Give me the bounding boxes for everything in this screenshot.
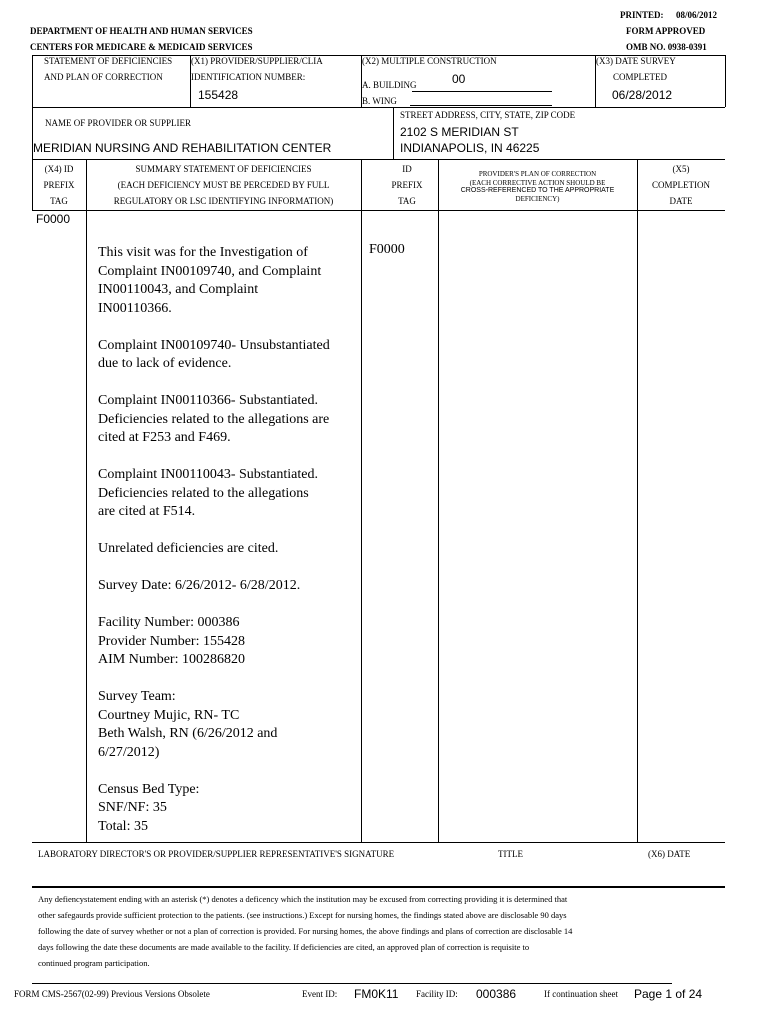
- summary-line: Complaint IN00110043- Substantiated.: [98, 467, 318, 482]
- address-label: STREET ADDRESS, CITY, STATE, ZIP CODE: [400, 110, 576, 120]
- summary-line: SNF/NF: 35: [98, 800, 167, 815]
- disclaimer-line: following the date of survey whether or not a plan of correction is provided. For nursing homes, the above findings and plans of correction are disclosable 14: [38, 926, 573, 936]
- disclaimer-line: days following the date these documents are made available to the facility. If deficiencies are cited, an approved plan of correction is requisite to: [38, 942, 530, 952]
- summary-line: Survey Date: 6/26/2012- 6/28/2012.: [98, 578, 301, 593]
- summary-line: Complaint IN00109740- Unsubstantiated: [98, 337, 330, 353]
- summary-header-3: REGULATORY OR LSC IDENTIFYING INFORMATION): [113, 196, 334, 206]
- printed-label: PRINTED:: [620, 10, 664, 20]
- form-approved: FORM APPROVED: [626, 26, 706, 36]
- x5-header-1: (X5): [672, 164, 690, 174]
- form-number: FORM CMS-2567(02-99) Previous Versions Obsolete: [14, 989, 210, 999]
- summary-paragraph: [98, 577, 360, 596]
- summary-paragraph: [98, 466, 360, 522]
- survey-date-value: 06/28/2012: [612, 88, 673, 102]
- signature-label: LABORATORY DIRECTOR'S OR PROVIDER/SUPPLIER REPRESENTATIVE'S SIGNATURE: [38, 849, 395, 859]
- x4-header-3: TAG: [50, 196, 68, 206]
- provider-id-value: 155428: [198, 88, 239, 102]
- wing-label: B. WING: [362, 96, 397, 106]
- summary-line: Total: 35: [98, 818, 148, 834]
- plan-header-2: (EACH CORRECTIVE ACTION SHOULD BE: [469, 179, 606, 187]
- summary-line: Complaint IN00109740, and Complaint: [98, 263, 322, 279]
- address-line-1: 2102 S MERIDIAN ST: [400, 125, 519, 139]
- summary-header-1: SUMMARY STATEMENT OF DEFICIENCIES: [135, 164, 312, 174]
- disclaimer-line: continued program participation.: [38, 958, 150, 968]
- omb-number: OMB NO. 0938-0391: [626, 42, 707, 52]
- x1-label: (X1) PROVIDER/SUPPLIER/CLIA: [191, 56, 323, 66]
- summary-paragraph: [98, 244, 360, 318]
- summary-line: IN00110366.: [98, 300, 172, 316]
- summary-paragraph: [98, 614, 360, 670]
- id-header-2: PREFIX: [391, 180, 423, 190]
- summary-line: Beth Walsh, RN (6/26/2012 and: [98, 726, 278, 741]
- summary-line: Courtney Mujic, RN- TC: [98, 707, 240, 723]
- disclaimer-text: [38, 891, 718, 971]
- summary-paragraph: [98, 540, 360, 559]
- event-id-label: Event ID:: [302, 989, 338, 999]
- title-label: TITLE: [498, 849, 523, 859]
- department-title: DEPARTMENT OF HEALTH AND HUMAN SERVICES: [30, 26, 253, 36]
- summary-paragraph: [98, 392, 360, 448]
- printed-date: 08/06/2012: [676, 10, 718, 20]
- summary-line: Provider Number: 155428: [98, 633, 245, 649]
- event-id-value: FM0K11: [354, 987, 399, 1001]
- x3-label: (X3) DATE SURVEY: [596, 56, 676, 66]
- x4-header-1: (X4) ID: [44, 164, 74, 174]
- x6-date-label: (X6) DATE: [648, 849, 691, 859]
- x5-header-2: COMPLETION: [652, 180, 710, 190]
- summary-line: 6/27/2012): [98, 744, 160, 760]
- continuation-label: If continuation sheet: [544, 989, 618, 999]
- summary-statement: [98, 244, 360, 855]
- summary-paragraph: [98, 337, 360, 374]
- provider-name-label: NAME OF PROVIDER OR SUPPLIER: [45, 118, 192, 128]
- summary-line: due to lack of evidence.: [98, 356, 232, 371]
- summary-line: Survey Team:: [98, 689, 176, 704]
- address-line-2: INDIANAPOLIS, IN 46225: [400, 141, 540, 155]
- building-value: 00: [452, 72, 466, 86]
- summary-header-2: (EACH DEFICIENCY MUST BE PERCEDED BY FULL: [117, 180, 330, 190]
- statement-label-2: AND PLAN OF CORRECTION: [44, 72, 163, 82]
- id-header-1: ID: [402, 164, 412, 174]
- x5-header-3: DATE: [669, 196, 693, 206]
- centers-title: CENTERS FOR MEDICARE & MEDICAID SERVICES: [30, 42, 253, 52]
- summary-paragraph: [98, 781, 360, 837]
- summary-line: Unrelated deficiencies are cited.: [98, 541, 279, 556]
- summary-line: Deficiencies related to the allegations are: [98, 411, 330, 427]
- id-header-3: TAG: [398, 196, 416, 206]
- summary-line: cited at F253 and F469.: [98, 430, 231, 445]
- prefix-tag: F0000: [36, 212, 71, 226]
- statement-label-1: STATEMENT OF DEFICIENCIES: [44, 56, 173, 66]
- disclaimer-line: Any defiencystatement ending with an asterisk (*) denotes a deficency which the institution may be excused from correcting providing it is determined that: [38, 894, 568, 904]
- x3-label-2: COMPLETED: [613, 72, 667, 82]
- x4-header-2: PREFIX: [43, 180, 75, 190]
- id-prefix-tag: F0000: [369, 242, 405, 257]
- provider-name-value: MERIDIAN NURSING AND REHABILITATION CENTER: [33, 141, 332, 155]
- facility-id-value: 000386: [476, 987, 517, 1001]
- summary-line: Census Bed Type:: [98, 781, 200, 797]
- page-number: Page 1 of 24: [634, 987, 703, 1001]
- plan-header-1: PROVIDER'S PLAN OF CORRECTION: [478, 170, 597, 178]
- x2-label: (X2) MULTIPLE CONSTRUCTION: [362, 56, 497, 66]
- summary-line: Complaint IN00110366- Substantiated.: [98, 393, 318, 408]
- summary-line: Facility Number: 000386: [98, 615, 240, 630]
- summary-paragraph: [98, 688, 360, 762]
- building-label: A. BUILDING: [362, 80, 417, 90]
- summary-line: IN00110043, and Complaint: [98, 282, 259, 297]
- disclaimer-line: other safegaurds provide sufficient protection to the patients. (see instructions.) Except for nursing homes, the findings stated above are disclosable 90 days: [38, 910, 567, 920]
- summary-line: Deficiencies related to the allegations: [98, 485, 309, 501]
- plan-header-4: DEFICIENCY): [515, 195, 560, 203]
- summary-line: are cited at F514.: [98, 504, 196, 519]
- summary-line: AIM Number: 100286820: [98, 652, 245, 667]
- facility-id-label: Facility ID:: [416, 989, 458, 999]
- x1-label-2: IDENTIFICATION NUMBER:: [191, 72, 306, 82]
- plan-header-3: CROSS-REFERENCED TO THE APPROPRIATE: [460, 187, 615, 194]
- summary-line: This visit was for the Investigation of: [98, 245, 308, 260]
